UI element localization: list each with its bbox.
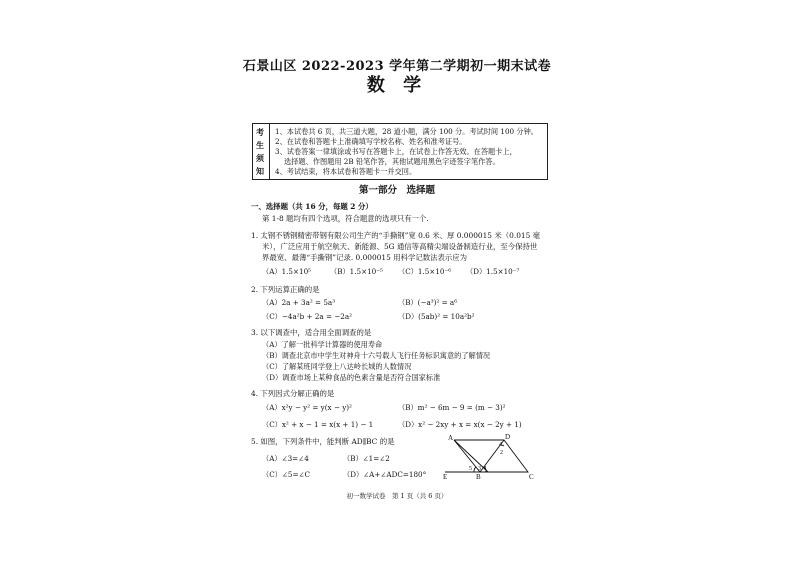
q1-stem-line: 界最宽、最薄“手撕钢”记录. 0.000015 用科学记数法表示应为 — [262, 253, 468, 262]
q3-option-a: （A）了解一批科学计算器的使用寿命 — [262, 340, 383, 349]
q3-option-d: （D）调查市场上某种食品的色素含量是否符合国家标准 — [262, 373, 441, 382]
angle-arc-5 — [474, 467, 476, 472]
q1-option-b: （B）1.5×10⁻⁵ — [330, 267, 383, 276]
q1-stem-line: 1. 太钢不锈钢精密带钢有限公司生产的“手撕钢”宽 0.6 米、厚 0.000015 米（0.015 毫 — [251, 231, 541, 240]
q4-option-b: （B）m² − 6m − 9 = (m − 3)² — [398, 403, 506, 412]
label-angle-3: 3 — [478, 466, 481, 472]
q1-stem-line: 米），广泛应用于航空航天、新能源、5G 通信等高精尖端设备制造行业，至今保持世 — [262, 242, 538, 251]
label-angle-4: 4 — [499, 442, 502, 448]
section-heading: 一、选择题（共 16 分，每题 2 分） — [251, 202, 373, 211]
subject-title: 数 学 — [366, 75, 428, 96]
notice-line: 选择题、作图题用 2B 铅笔作答，其他试题用黑色字迹签字笔作答。 — [284, 157, 500, 166]
notice-line: 3、试卷答案一律填涂或书写在答题卡上，在试卷上作答无效。在答题卡上， — [275, 147, 517, 156]
q2-stem: 2. 下列运算正确的是 — [251, 285, 320, 294]
parallelogram-outline — [454, 440, 528, 472]
q5-geometry-figure — [440, 432, 540, 480]
q2-option-d: （D）(5ab)² = 10a²b² — [398, 312, 475, 321]
q2-option-a: （A）2a + 3a² = 5a³ — [262, 298, 336, 307]
notice-line: 4、考试结束，将本试卷和答题卡一并交回。 — [275, 167, 417, 176]
q5-option-d: （D）∠A+∠ADC=180° — [343, 470, 427, 479]
label-e: E — [443, 473, 448, 480]
q5-stem: 5. 如图，下列条件中，能判断 AD∥BC 的是 — [251, 437, 395, 446]
q2-option-c: （C）−4a²b + 2a = −2a² — [262, 312, 353, 321]
notice-line: 2、在试卷和答题卡上准确填写学校名称、姓名和准考证号。 — [275, 137, 467, 146]
q3-option-b: （B）调查北京市中学生对神舟十六号载人飞行任务标识寓意的了解情况 — [262, 351, 491, 360]
exam-title: 石景山区 2022-2023 学年第二学期初一期末试卷 — [242, 59, 552, 74]
page-footer: 初一数学试卷 第 1 页（共 6 页） — [346, 492, 448, 500]
label-angle-5: 5 — [469, 466, 472, 472]
q5-option-a: （A）∠3=∠4 — [262, 454, 309, 463]
label-b: B — [476, 473, 481, 480]
q3-option-c: （C）了解某班同学登上八达岭长城的人数情况 — [262, 362, 412, 371]
part-title: 第一部分 选择题 — [358, 185, 435, 196]
notice-label — [253, 124, 270, 179]
notice-box — [252, 123, 548, 180]
q1-option-c: （C）1.5×10⁻⁶ — [398, 267, 452, 276]
q5-option-b: （B）∠1=∠2 — [343, 454, 390, 463]
q4-option-d: （D）x² − 2xy + x = x(x − 2y + 1) — [398, 420, 522, 429]
label-d: D — [505, 433, 511, 441]
q4-option-a: （A）x²y − y² = y(x − y)² — [262, 403, 352, 412]
notice-label-char: 须 — [256, 153, 264, 163]
label-c: C — [529, 473, 534, 480]
label-angle-2: 2 — [500, 450, 503, 456]
notice-line: 1、本试卷共 6 页，共三道大题，28 道小题，满分 100 分。考试时间 100 分钟。 — [275, 127, 538, 136]
label-a: A — [448, 434, 454, 442]
label-angle-1: 1 — [484, 466, 487, 472]
notice-label-char: 知 — [256, 166, 264, 176]
q2-option-b: （B）(−a³)² = a⁶ — [398, 298, 458, 307]
section-instruction: 第 1-8 题均有四个选项，符合题意的选项只有一个. — [262, 214, 429, 223]
q4-stem: 4. 下列因式分解正确的是 — [251, 389, 335, 398]
q1-option-a: （A）1.5×10⁵ — [262, 267, 312, 276]
notice-label-char: 考 — [256, 127, 264, 137]
notice-label-char: 生 — [256, 140, 264, 150]
q3-stem: 3. 以下调查中，适合用全面调查的是 — [251, 328, 372, 337]
q4-option-c: （C）x² + x − 1 = x(x + 1) − 1 — [262, 420, 374, 429]
q1-option-d: （D）1.5×10⁻⁷ — [466, 267, 520, 276]
q5-option-c: （C）∠5=∠C — [262, 470, 311, 479]
